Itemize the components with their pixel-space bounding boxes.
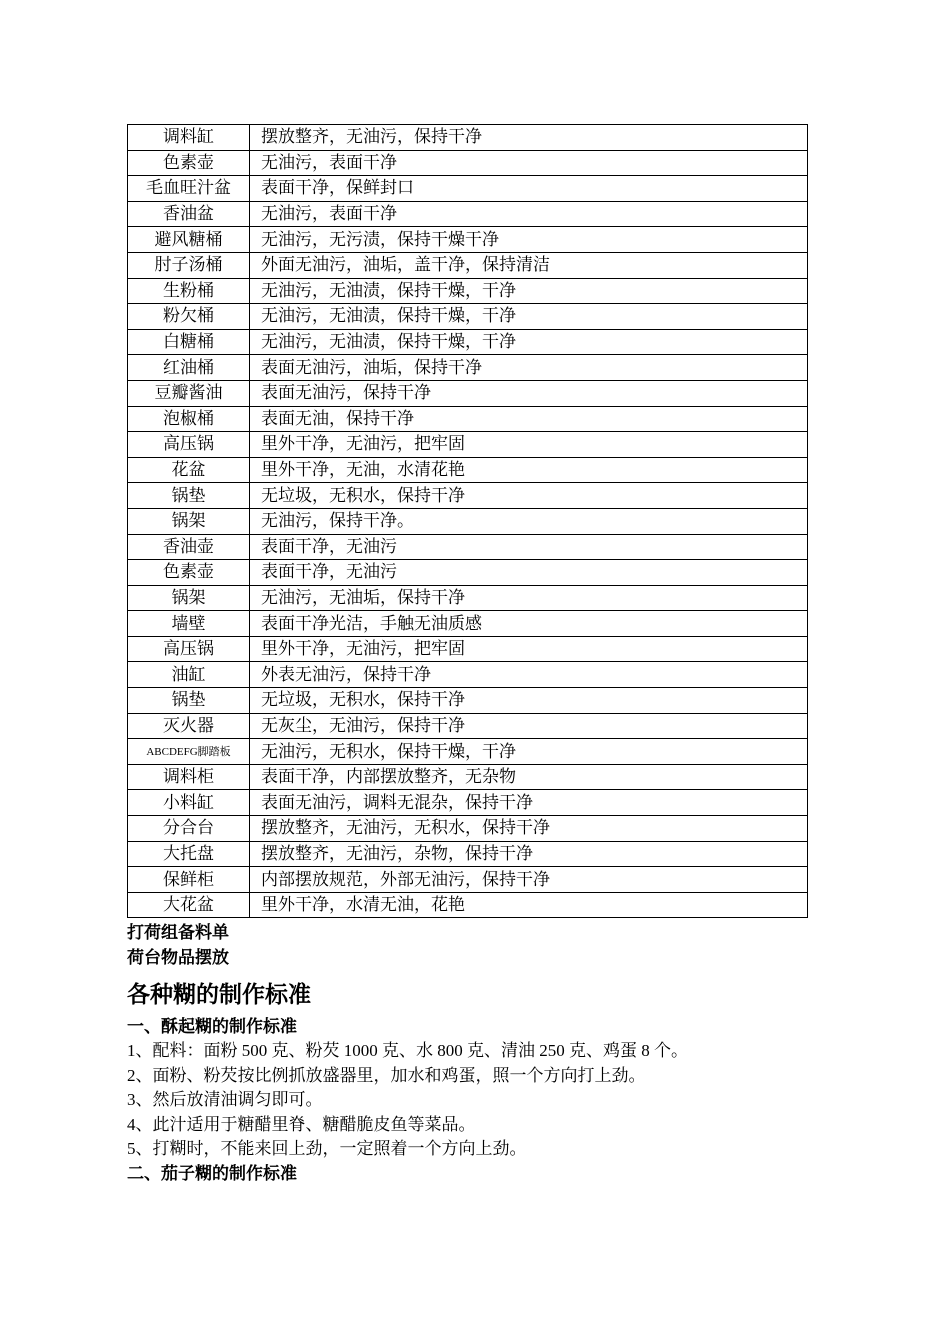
item-name-cell: 大托盘 bbox=[128, 841, 250, 867]
item-name-cell: 小料缸 bbox=[128, 790, 250, 816]
standard-cell: 表面无油污，调料无混杂，保持干净 bbox=[250, 790, 808, 816]
standard-cell: 表面干净，内部摆放整齐，无杂物 bbox=[250, 764, 808, 790]
table-row bbox=[128, 534, 808, 560]
item-name-cell: 避风糖桶 bbox=[128, 227, 250, 253]
item-name-cell: 调料缸 bbox=[128, 125, 250, 151]
standard-cell: 无油污，保持干净。 bbox=[250, 508, 808, 534]
table-row bbox=[128, 508, 808, 534]
table-row bbox=[128, 867, 808, 893]
item-name-cell: 调料柜 bbox=[128, 764, 250, 790]
item-name-cell: 锅垫 bbox=[128, 483, 250, 509]
item-name-cell: 锅垫 bbox=[128, 688, 250, 714]
section1-item: 4、此汁适用于糖醋里脊、糖醋脆皮鱼等菜品。 bbox=[127, 1114, 476, 1134]
standard-cell: 无油污，无积水，保持干燥，干净 bbox=[250, 739, 808, 765]
standard-cell: 表面干净，无油污 bbox=[250, 534, 808, 560]
standard-cell: 表面无油，保持干净 bbox=[250, 406, 808, 432]
standard-cell: 里外干净，无油，水清花艳 bbox=[250, 457, 808, 483]
item-name-cell: 保鲜柜 bbox=[128, 867, 250, 893]
item-name-cell: 高压锅 bbox=[128, 636, 250, 662]
standard-cell: 外表无油污，保持干净 bbox=[250, 662, 808, 688]
table-row bbox=[128, 125, 808, 151]
standard-cell: 里外干净，无油污，把牢固 bbox=[250, 432, 808, 458]
table-row bbox=[128, 790, 808, 816]
standard-cell: 里外干净，水清无油，花艳 bbox=[250, 892, 808, 918]
section-title: 各种糊的制作标准 bbox=[127, 981, 311, 1008]
item-name-cell: 肘子汤桶 bbox=[128, 252, 250, 278]
standard-cell: 摆放整齐，无油污，无积水，保持干净 bbox=[250, 816, 808, 842]
item-name-cell: ABCDEFG脚踏板 bbox=[128, 739, 250, 765]
section1-item: 1、配料：面粉 500 克、粉芡 1000 克、水 800 克、清油 250 克、鸡蛋 8 个。 bbox=[127, 1041, 688, 1061]
table-row bbox=[128, 278, 808, 304]
standard-cell: 摆放整齐，无油污，保持干净 bbox=[250, 125, 808, 151]
item-name-cell: 锅架 bbox=[128, 508, 250, 534]
table-row bbox=[128, 611, 808, 637]
cleaning-standards-table bbox=[127, 124, 808, 918]
standard-cell: 无油污，无油渍，保持干燥，干净 bbox=[250, 304, 808, 330]
item-name-cell: 粉欠桶 bbox=[128, 304, 250, 330]
standard-cell: 无灰尘，无油污，保持干净 bbox=[250, 713, 808, 739]
item-name-cell: 大花盆 bbox=[128, 892, 250, 918]
standard-cell: 无垃圾，无积水，保持干净 bbox=[250, 688, 808, 714]
subheading-counter-layout: 荷台物品摆放 bbox=[127, 948, 229, 968]
table-row bbox=[128, 585, 808, 611]
table-row bbox=[128, 150, 808, 176]
section1-item: 3、然后放清油调匀即可。 bbox=[127, 1090, 323, 1110]
standard-cell: 内部摆放规范，外部无油污，保持干净 bbox=[250, 867, 808, 893]
document-page bbox=[127, 124, 808, 1186]
standard-cell: 无油污，无油渍，保持干燥，干净 bbox=[250, 329, 808, 355]
table-row bbox=[128, 227, 808, 253]
standard-cell: 无油污，无污渍，保持干燥干净 bbox=[250, 227, 808, 253]
table-row bbox=[128, 713, 808, 739]
section2-heading: 二、茄子糊的制作标准 bbox=[127, 1163, 297, 1183]
section1-item: 2、面粉、粉芡按比例抓放盛器里，加水和鸡蛋，照一个方向打上劲。 bbox=[127, 1065, 646, 1085]
subheading-prep-list: 打荷组备料单 bbox=[127, 923, 229, 943]
standard-cell: 表面干净光洁，手触无油质感 bbox=[250, 611, 808, 637]
table-row bbox=[128, 457, 808, 483]
table-row bbox=[128, 176, 808, 202]
standard-cell: 无油污，表面干净 bbox=[250, 150, 808, 176]
item-name-cell: 生粉桶 bbox=[128, 278, 250, 304]
table-row bbox=[128, 816, 808, 842]
standard-cell: 表面干净，保鲜封口 bbox=[250, 176, 808, 202]
item-name-cell: 油缸 bbox=[128, 662, 250, 688]
table-row bbox=[128, 739, 808, 765]
table-row bbox=[128, 892, 808, 918]
table-row bbox=[128, 688, 808, 714]
table-row bbox=[128, 329, 808, 355]
table-row bbox=[128, 560, 808, 586]
section1-heading: 一、酥起糊的制作标准 bbox=[127, 1017, 297, 1037]
item-name-cell: 灭火器 bbox=[128, 713, 250, 739]
item-name-cell: 花盆 bbox=[128, 457, 250, 483]
table-row bbox=[128, 355, 808, 381]
table-row bbox=[128, 304, 808, 330]
standard-cell: 无垃圾，无积水，保持干净 bbox=[250, 483, 808, 509]
standard-cell: 无油污，表面干净 bbox=[250, 201, 808, 227]
table-row bbox=[128, 636, 808, 662]
item-name-cell: 分合台 bbox=[128, 816, 250, 842]
table-row bbox=[128, 764, 808, 790]
item-name-cell: 白糖桶 bbox=[128, 329, 250, 355]
item-name-cell: 色素壶 bbox=[128, 560, 250, 586]
item-name-cell: 豆瓣酱油 bbox=[128, 380, 250, 406]
table-row bbox=[128, 483, 808, 509]
table-row bbox=[128, 380, 808, 406]
table-row bbox=[128, 406, 808, 432]
standard-cell: 里外干净，无油污，把牢固 bbox=[250, 636, 808, 662]
item-name-cell: 锅架 bbox=[128, 585, 250, 611]
standard-cell: 表面无油污，保持干净 bbox=[250, 380, 808, 406]
item-name-cell: 墙壁 bbox=[128, 611, 250, 637]
standard-cell: 表面无油污，油垢，保持干净 bbox=[250, 355, 808, 381]
item-name-cell: 香油壶 bbox=[128, 534, 250, 560]
table-row bbox=[128, 252, 808, 278]
item-name-cell: 泡椒桶 bbox=[128, 406, 250, 432]
standard-cell: 无油污，无油渍，保持干燥，干净 bbox=[250, 278, 808, 304]
item-name-cell: 色素壶 bbox=[128, 150, 250, 176]
table-body bbox=[128, 125, 808, 918]
table-row bbox=[128, 841, 808, 867]
standard-cell: 外面无油污，油垢，盖干净，保持清洁 bbox=[250, 252, 808, 278]
standard-cell: 无油污，无油垢，保持干净 bbox=[250, 585, 808, 611]
standard-cell: 摆放整齐，无油污，杂物，保持干净 bbox=[250, 841, 808, 867]
standard-cell: 表面干净，无油污 bbox=[250, 560, 808, 586]
item-name-cell: 毛血旺汁盆 bbox=[128, 176, 250, 202]
table-row bbox=[128, 432, 808, 458]
item-name-cell: 香油盆 bbox=[128, 201, 250, 227]
section1-item: 5、打糊时，不能来回上劲，一定照着一个方向上劲。 bbox=[127, 1139, 527, 1159]
item-name-cell: 红油桶 bbox=[128, 355, 250, 381]
item-name-cell: 高压锅 bbox=[128, 432, 250, 458]
table-row bbox=[128, 662, 808, 688]
table-row bbox=[128, 201, 808, 227]
